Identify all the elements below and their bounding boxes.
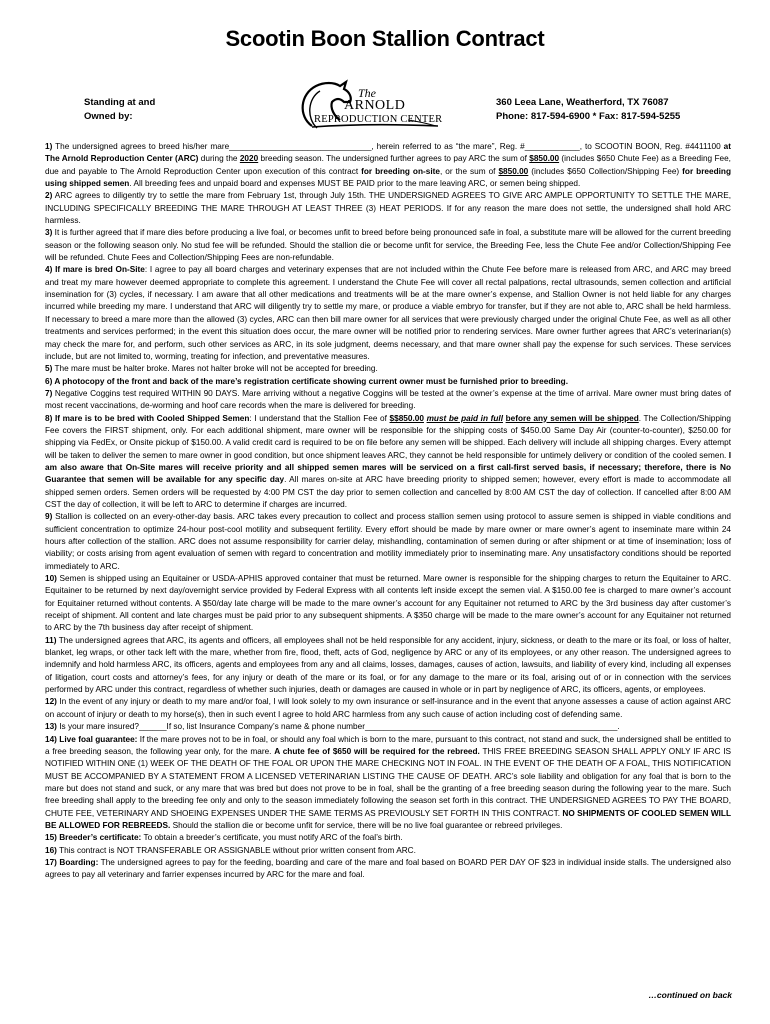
- clause-text: . All mares on-site at ARC have breeding priority to shipped semen; however, every effort is made to accommodate all shipped semen orders. Semen orders will be requested by 4:00 PM CST the day prior to semen collection and cancelled by 8:00 AM CST the day of collection. If cancelled after 8:00 AM CST the day of collection, it will be left to ARC to determine if charges are incurred.: [45, 475, 731, 509]
- clause-text: 5): [45, 364, 53, 374]
- clause-9: [45, 511, 731, 573]
- clause-text: 15) Breeder’s certificate:: [45, 833, 142, 843]
- clause-text: $850.00: [498, 166, 529, 176]
- contact-info: [496, 96, 680, 124]
- clause-text: must be paid in full: [426, 413, 503, 423]
- standing-info: [84, 96, 155, 124]
- clause-text: 17) Boarding:: [45, 857, 99, 867]
- clause-text: , or the sum of: [439, 166, 499, 176]
- clause-6: [45, 376, 731, 388]
- clause-text: I am also aware that On-Site mares will receive priority and all shipped semen mares will be serviced on a first call-first served basis, if necessary; therefore, there is No Guarantee that semen will be available for any specific day: [45, 450, 731, 485]
- clause-14: [45, 734, 731, 833]
- page-title: Scootin Boon Stallion Contract: [225, 26, 545, 51]
- clause-text: : I agree to pay all board charges and veterinary expenses that are not included within the Chute Fee before mare is released from ARC, and ARC may breed and treat my mare however deemed appropriate to complete this agreement. I understand the Chute Fee will cover all rectal palpations, rectal ultrasounds, semen collection and artificial insemination for (3) cycles, if necessary. I am aware that all other medications and treatments will be at the mare owner’s expense, and Stallion Owner is not held liable for any charges incurred while breeding my mare. I understand that ARC will diligently try to settle my mare, or produce a viable embryo for transfer, but if they are not able to, ARC shall be held harmless. If necessary to breed a mare more than the allowed (3) cycles, ARC can then bill mare owner for all services that were previously charged under the original Chute Fee, as well as all other treatments and services performed; in the event this situation does occur, the mare owner will be notified prior to rendering services. Mare owner further agrees that ARC’s veterinarian(s) may check the mare for, and perform, such other services as ARC, in its sole judgment, deems necessary, and that mare owner shall pay the expense for such services. These services include, but are not limited to, worming, treating for infection, and preventative measures.: [45, 265, 731, 361]
- clause-7: [45, 388, 731, 413]
- clause-text: 12): [45, 697, 57, 707]
- clause-text: . The Collection/Shipping Fee covers the FIRST shipment, only. For each additional shipment, mare owner will be responsible for the shipping costs of $450.00 Same Day Air (counter-to-counter), $250.00 for shipping via FedEx, or Onsite pickup of $150.00. A valid credit card is required to be on file before any semen will be shipped. Each delivery will include all shipping charges. Every attempt will be taken to deliver the semen to mare owner in good condition, but once shipment leaves ARC, they cannot be held responsible for untimely delivery or condition of the cooled semen.: [45, 413, 731, 460]
- clause-text: 4) If mare is bred On-Site: [45, 265, 145, 275]
- clause-text: (includes $650 Collection/Shipping Fee): [528, 166, 683, 176]
- owned-by-line: Owned by:: [84, 111, 133, 122]
- logo-arnold: ARNOLD: [344, 98, 406, 113]
- standing-line: Standing at and: [84, 97, 156, 108]
- clause-text: 11): [45, 635, 57, 645]
- clause-text: $850.00: [529, 154, 560, 164]
- clause-text: 6) A photocopy of the front and back of the mare’s registration certificate showing current owner must be furnished prior to breeding.: [45, 376, 569, 386]
- clause-text: The mare must be halter broke. Mares not halter broke will not be accepted for breeding.: [52, 364, 378, 374]
- clause-text: To obtain a breeder’s certificate, you must notify ARC of the foal’s birth.: [141, 833, 403, 843]
- clause-text: breeding season. The undersigned further agrees to pay ARC the sum of: [258, 154, 530, 164]
- clause-4: [45, 264, 731, 363]
- clause-text: Negative Coggins test required WITHIN 90 DAYS. Mare arriving without a negative Coggins will be tested at the owner’s expense at the time of arrival. Mare owner must bring dates of most recent vaccinations, de-worming and hoof care records when the mare is delivered for breeding.: [45, 388, 731, 411]
- clause-text: . All breeding fees and unpaid board and expenses MUST BE PAID prior to the mare leaving ARC, or semen being shipped.: [129, 179, 581, 189]
- clause-text: THIS FREE BREEDING SEASON SHALL APPLY ONLY IF ARC IS NOTIFIED WITHIN ONE (1) WEEK OF THE DEATH OF THE FOAL OR UPON THE MARE CHECKING NOT IN FOAL. IN THE EVENT OF THE DEATH OF A FOAL, THIS NOTIFICATION MUST BE ACCOMPANIED BY A STATEMENT FROM A LICENSED VETERINARIAN LISTING THE CAUSE OF DEATH. ARC’s sole liability and obligation for any foal that is born to the mare but does not stand and suck, or any mare that was bred but does not prove to be in foal, shall be the granting of a free breeding season during the following year to the mare. Such free breeding shall apply to the breeding fee only and only to the season immediately following the season set forth in this contract. THE UNDERSIGNED AGREES TO PAY THE BOARD, CHUTE FEE, VETERINARY AND SHOEING EXPENSES UNDER THE SAME TERMS AS PREVIOUSLY SET FORTH IN THIS CONTRACT.: [45, 746, 731, 818]
- logo-the: The: [358, 86, 376, 100]
- clause-text: ARC agrees to diligently try to settle the mare from February 1st, through July 15th. THE UNDERSIGNED AGREES TO GIVE ARC AMPLE OPPORTUNITY TO SETTLE THE MARE, INCLUDING SPECIFICALLY BREEDING THE MARE THROUGH AT LEAST THREE (3) HEAT PERIODS. If for any reason the mare does not settle, the undersigned shall hold ARC harmless.: [45, 191, 731, 226]
- clause-text: This contract is NOT TRANSFERABLE OR ASSIGNABLE without prior written consent from ARC.: [56, 845, 416, 855]
- clause-3: [45, 227, 731, 264]
- clause-text: for breeding on-site: [361, 166, 440, 176]
- clause-text: during the: [198, 154, 240, 164]
- clause-text: (includes $650 Chute Fee) as a Breeding Fee, due and payable to The Arnold Reproduction Center upon execution of this contract: [45, 154, 731, 176]
- clause-text: for breeding using shipped semen: [45, 166, 731, 189]
- clause-text: Is your mare insured?______If so, list Insurance Company’s name & phone number_______________________________________________________.: [56, 722, 620, 732]
- clause-text: If the mare proves not to be in foal, or should any foal which is born to the mare, pursuant to this contract, not stand and suck, the undersigned shall be entitled to a free breeding season, the following year only, for the mare.: [45, 734, 731, 756]
- clause-text: 2): [45, 191, 53, 201]
- clause-text: 8) If mare is to be bred with Cooled Shipped Semen: [45, 413, 250, 423]
- clause-text: before any semen will be shipped: [505, 413, 639, 423]
- logo-reproduction-center: REPRODUCTION CENTER: [314, 114, 443, 125]
- clause-text: It is further agreed that if mare dies before producing a live foal, or becomes unfit to breed before being pronounced safe in foal, a substitute mare will be allowed for the current breeding season or the following season only. No stud fee will be refunded. Should the stallion die or become unfit for service, the Breeding Fee, less the Chute Fee and/or Collection/Shipping Fee will be refunded. Chute Fees and Collection/Shipping Fees are non-refundable.: [45, 228, 731, 263]
- clause-text: 9): [45, 512, 53, 522]
- clause-text: 10): [45, 574, 57, 584]
- continued-note: …continued on back: [648, 990, 732, 1000]
- clause-1: [45, 141, 731, 190]
- clause-text: : I understand that the Stallion Fee of: [249, 413, 390, 423]
- clause-text: 16): [45, 845, 57, 855]
- clause-13: [45, 721, 731, 733]
- clause-11: [45, 635, 731, 697]
- clause-text: NO SHIPMENTS OF COOLED SEMEN WILL BE ALLOWED FOR REBREEDS.: [45, 808, 731, 830]
- clause-text: 7): [45, 388, 53, 398]
- clause-text: Stallion is collected on an every-other-day basis. ARC takes every precaution to collect and process stallion semen using protocol to assure semen is shipped in viable conditions and sufficient concentration to optimize 24-hour post-cool motility and subsequent fertility. Every effort should be made by mare owner or mare owner’s agent to inseminate mare within 24 hours after collection of the stallion. ARC does not assume responsibility for carrier delay, mishandling, contamination of semen during or after shipment or at time of insemination; loss of viability; or costs arising from agent evaluation of semen with regard to concentration and motility immediately prior to inseminating mare. Any unsatisfactory conditions should be reported immediately to ARC.: [45, 512, 731, 571]
- clause-17: [45, 857, 731, 882]
- clause-5: [45, 363, 731, 375]
- phone-fax: Phone: 817-594-6900 * Fax: 817-594-5255: [496, 111, 681, 122]
- address: 360 Leea Lane, Weatherford, TX 76087: [496, 97, 669, 108]
- clause-15: [45, 832, 731, 844]
- clause-12: [45, 696, 731, 721]
- clause-text: 2020: [239, 154, 259, 164]
- clause-text: 13): [45, 722, 57, 732]
- clause-text: 1): [45, 142, 53, 151]
- clause-text: The undersigned agrees that ARC, its agents and officers, all employees shall not be held responsible for any accident, injury, sickness, or death to the mare or its foal, or loss of halter, blanket, leg wraps, or other tack left with the mare, whether from fire, flood, theft, acts of God, negligence by ARC or any of its employees, or any other reason. The undersigned agrees to indemnify and hold harmless ARC, its officers, agents and employees from any and all claims, losses, damages, causes of action, lawsuits, and liability of every kind, including all expenses of litigation, court costs and attorney’s fees, for any injury or death of the mare or its foal, or for any damage to the mare or its foal, arising out of or in connection with the services performed by ARC under this contract, regardless of whether such injuries, death or damages are caused in whole or in part by negligence of ARC, its officers, agents, or employees.: [45, 635, 731, 695]
- clause-16: [45, 845, 731, 857]
- clause-2: [45, 190, 731, 227]
- clause-10: [45, 573, 731, 635]
- clause-text: Semen is shipped using an Equitainer or USDA-APHIS approved container that must be returned. Mare owner is responsible for the shipping charges to return the Equitainer to ARC. Equitainer to be returned by next day/overnight service provided by Federal Express with all contents left inside except the semen vial. A $150.00 fee is charged to mare owner’s account for Equitainer returned without contents. A $50/day late charge will be made to the mare owner’s account for any Equitainer not returned to ARC by the 3rd business day after customer’s receipt of shipment. All content and late charges must be paid prior to any subsequent shipments. A $350 charge will be made to the mare owner’s account for any Equitainer not returned to ARC by the 7th business day after receipt of shipment.: [45, 574, 731, 633]
- clause-text: 14) Live foal guarantee:: [45, 734, 138, 744]
- clause-text: 3): [45, 228, 53, 238]
- clause-8: [45, 413, 731, 512]
- clause-text: at The Arnold Reproduction Center (ARC): [45, 142, 731, 164]
- clause-text: A chute fee of $650 will be required for the rebreed.: [274, 746, 480, 756]
- contract-body: [45, 141, 731, 882]
- clause-text: In the event of any injury or death to my mare and/or foal, I will look solely to my own insurance or self-insurance and in the event that anyone assesses a cause of action against ARC on account of injury or death to my horse(s), then in such event I agree to hold ARC harmless from any such cause of action including cost of defending same.: [45, 697, 731, 719]
- clause-text: The undersigned agrees to pay for the feeding, boarding and care of the mare and foal based on BOARD PER DAY OF $23 in individual inside stalls. The undersigned also agrees to pay all veterinary and farrier expenses incurred by ARC for the mare and foal.: [45, 857, 731, 880]
- clause-text: The undersigned agrees to breed his/her mare_______________________________, herein referred to as “the mare”, Reg. #____________, to SCOOTIN BOON, Reg. #4411100: [52, 142, 724, 151]
- clause-text: $$850.00: [389, 413, 424, 423]
- clause-text: Should the stallion die or become unfit for service, there will be no live foal guarantee or rebreed privileges.: [170, 820, 563, 830]
